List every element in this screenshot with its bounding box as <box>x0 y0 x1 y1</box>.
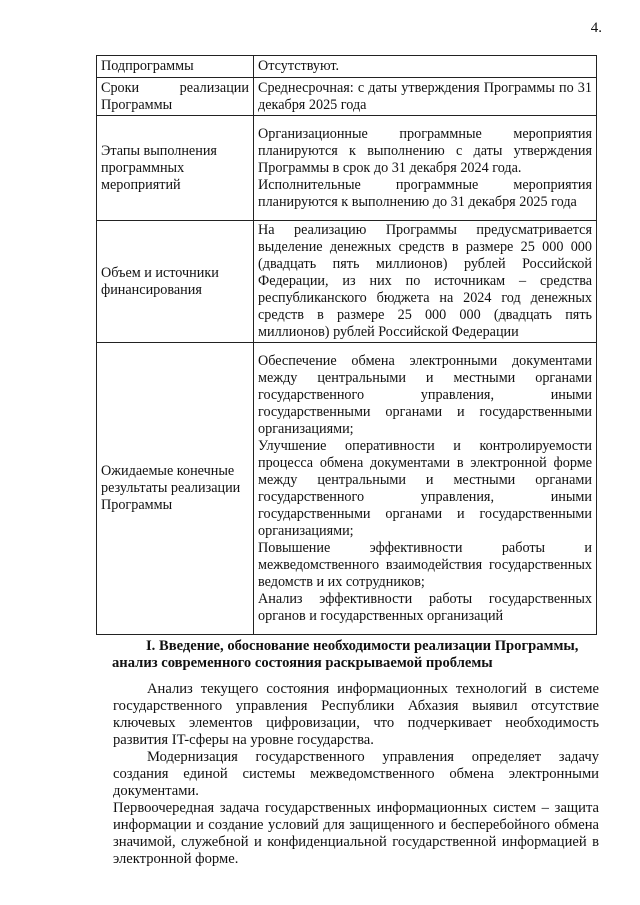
row-label: Подпрограммы <box>97 56 254 78</box>
section-heading <box>112 638 598 672</box>
program-passport-table <box>96 55 597 635</box>
row-label: Объем и источники финансирования <box>97 221 254 343</box>
value-paragraph: Исполнительные программные мероприятия планируются к выполнению до 31 декабря 2025 года <box>258 176 592 210</box>
row-label: Сроки реализации Программы <box>97 78 254 116</box>
row-value <box>254 116 597 221</box>
row-value <box>254 343 597 635</box>
table-row <box>97 116 597 221</box>
row-value <box>254 221 597 343</box>
value-paragraph: Среднесрочная: с даты утверждения Программы по 31 декабря 2025 года <box>258 79 592 113</box>
body-paragraph: Анализ текущего состояния информационных технологий в системе государственного управления Республики Абхазия выявил отсутствие ключевых элементов цифровизации, что подчеркивает необходимость развития IT-сферы на уровне государства. <box>113 681 599 748</box>
table-row <box>97 221 597 343</box>
row-label: Ожидаемые конечные результаты реализации Программы <box>97 343 254 635</box>
value-paragraph: Отсутствуют. <box>258 58 340 74</box>
section-heading-line: анализ современного состояния раскрываемой проблемы <box>112 655 493 671</box>
row-value <box>254 78 597 116</box>
body-paragraph: Модернизация государственного управления определяет задачу создания единой системы межведомственного обмена электронными документами. <box>113 749 599 799</box>
section-body <box>113 681 599 868</box>
body-paragraph: Первоочередная задача государственных информационных систем – защита информации и создание условий для защищенного и бесперебойного обмена значимой, служебной и конфиденциальной государственной информацией в электронной форме. <box>113 800 599 867</box>
section-heading-line: I. Введение, обоснование необходимости реализации Программы, <box>146 638 579 654</box>
row-value <box>254 56 597 78</box>
table-row <box>97 56 597 78</box>
value-paragraph: Улучшение оперативности и контролируемости процесса обмена документами в электронной форме между центральными и местными органами государственного управления, иными государственными органами и государственными организациями; <box>258 437 592 539</box>
table-row <box>97 78 597 116</box>
page-number: 4. <box>590 20 602 36</box>
value-paragraph: На реализацию Программы предусматривается выделение денежных средств в размере 25 000 000 (двадцать пять миллионов) рублей Российской Федерации, из них по источникам – средства республиканского бюджета на 2024 год денежных средств в размере 25 000 000 (двадцать пять миллионов) рублей Российской Федерации <box>258 222 592 340</box>
row-label: Этапы выполнения программных мероприятий <box>97 116 254 221</box>
value-paragraph: Организационные программные мероприятия планируются к выполнению с даты утверждения Программы в срок до 31 декабря 2024 года. <box>258 125 592 176</box>
value-paragraph: Обеспечение обмена электронными документами между центральными и местными органами государственного управления, иными государственными органами и государственными организациями; <box>258 352 592 437</box>
value-paragraph: Анализ эффективности работы государственных органов и государственных организаций <box>258 590 592 624</box>
value-paragraph: Повышение эффективности работы и межведомственного взаимодействия государственных ведомств и их сотрудников; <box>258 539 592 590</box>
table-row <box>97 343 597 635</box>
